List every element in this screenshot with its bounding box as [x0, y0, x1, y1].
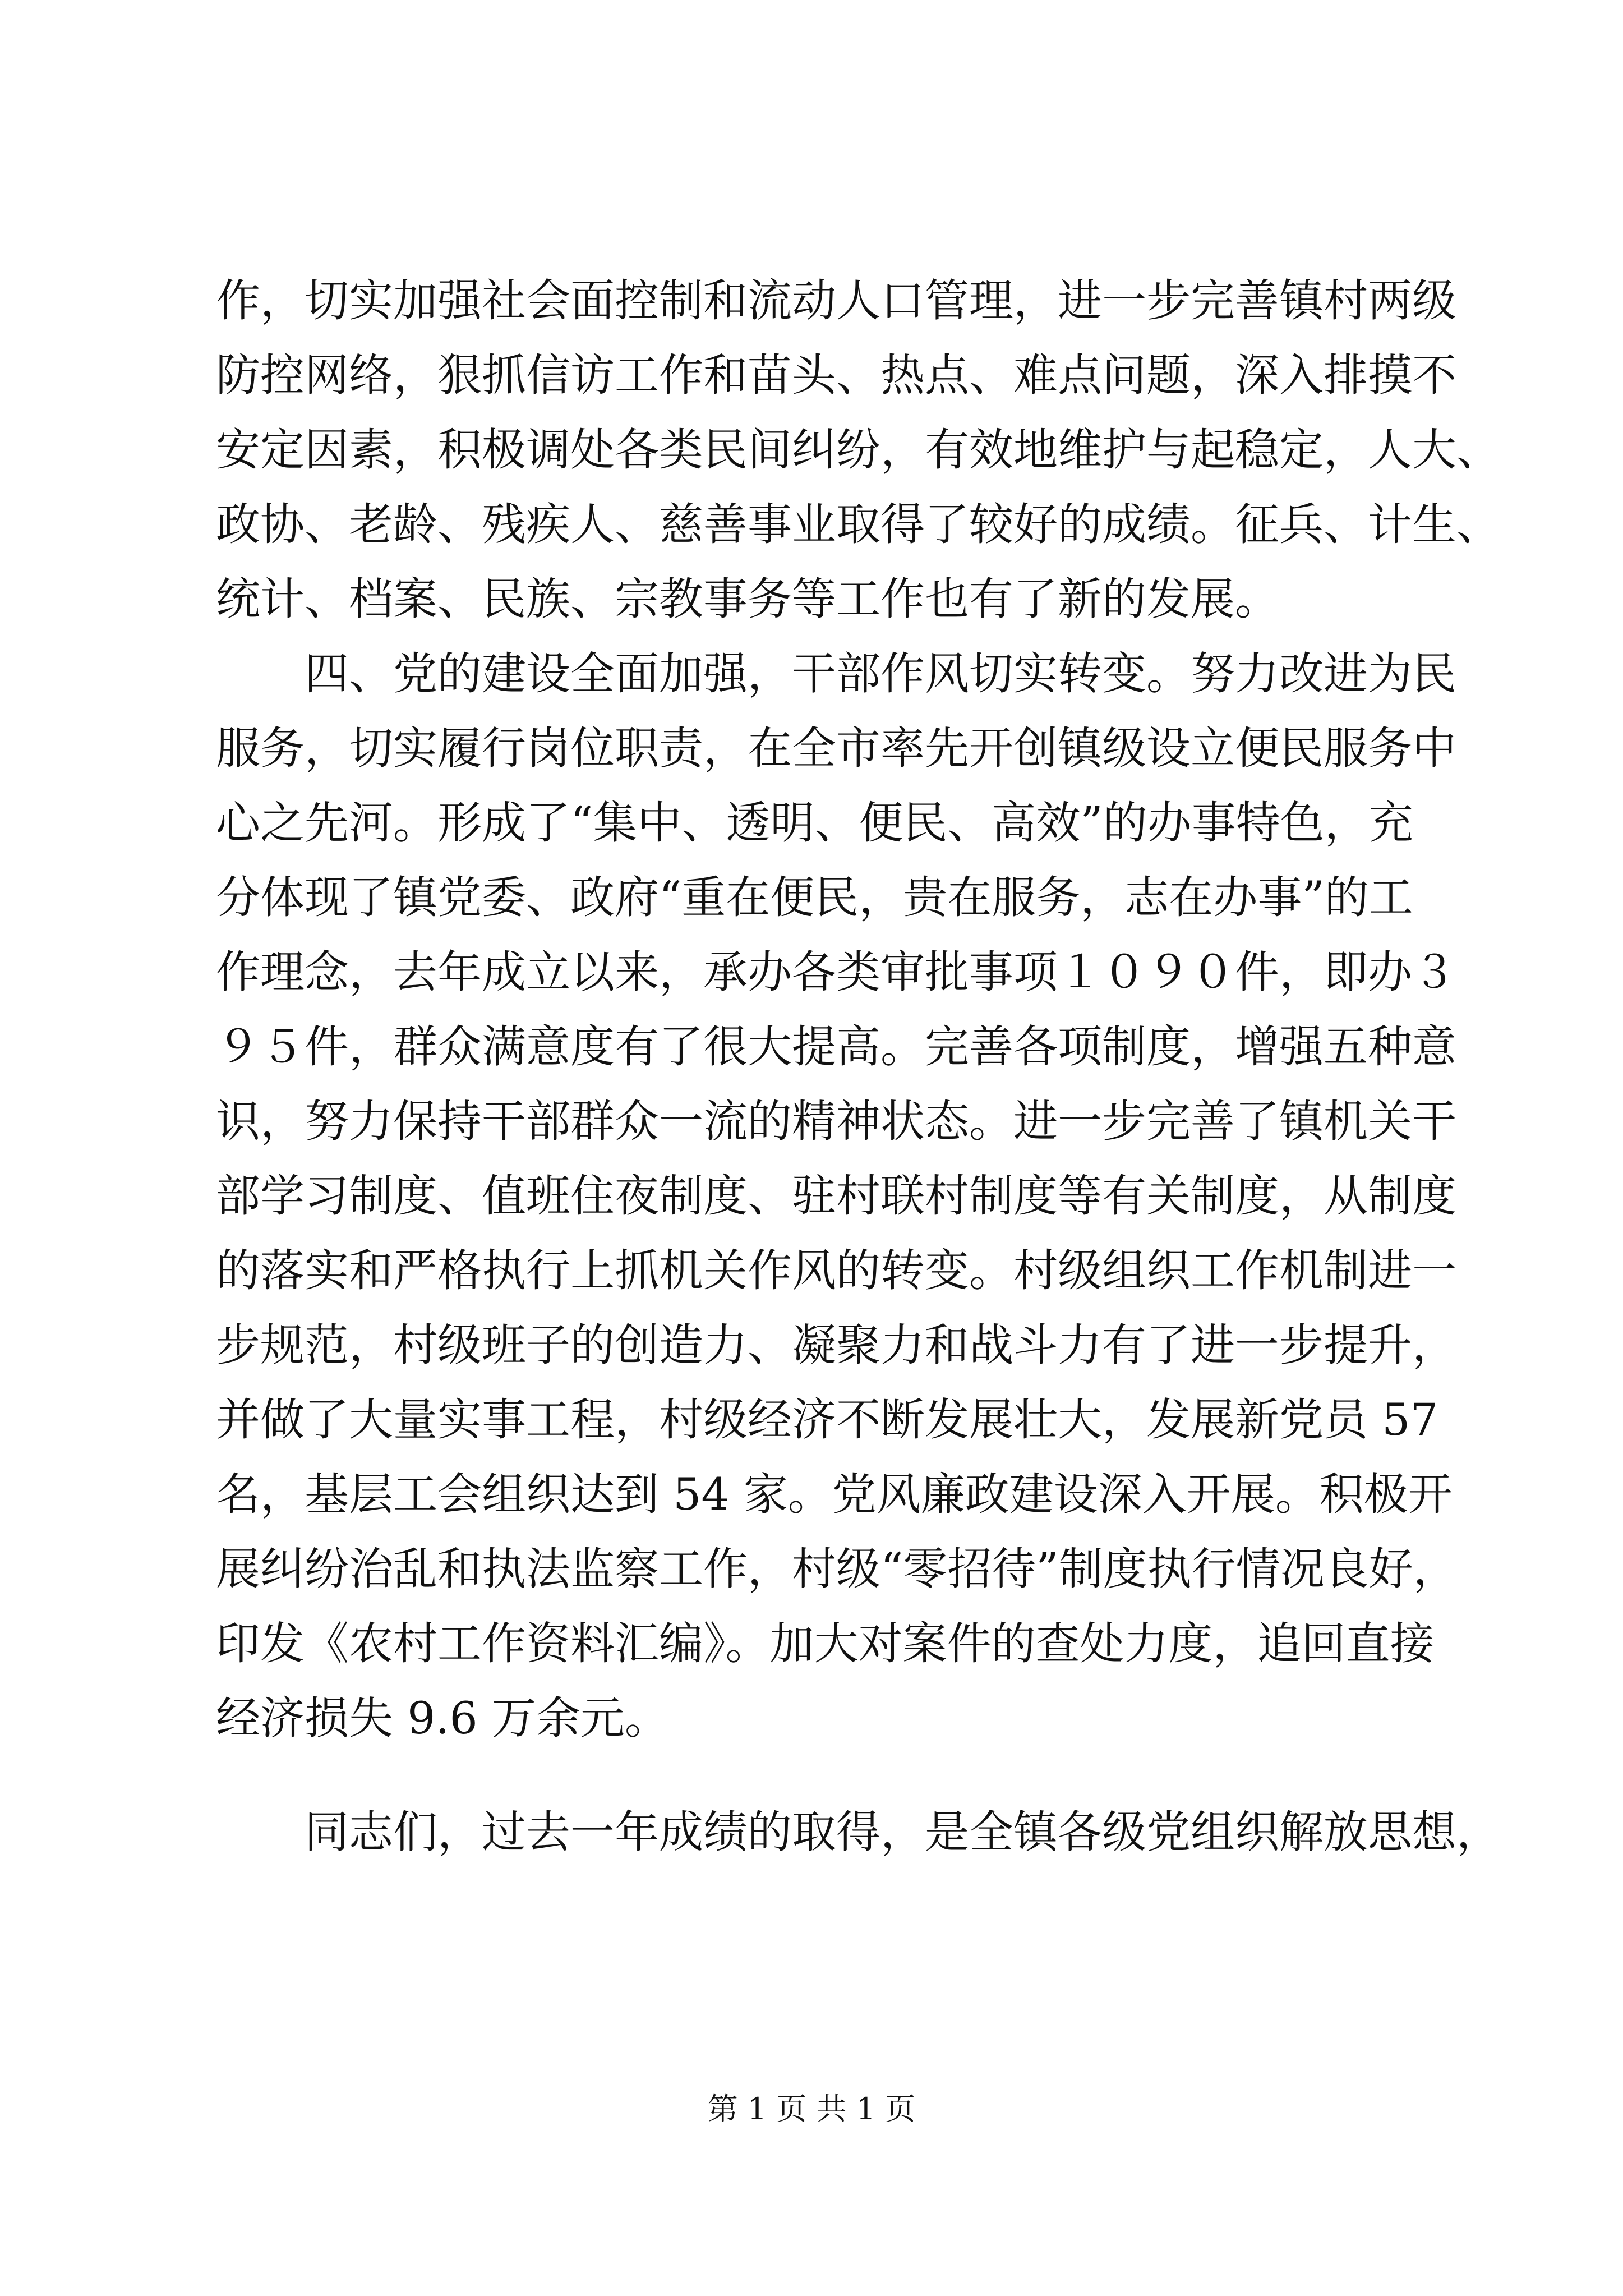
text-line: 分体现了镇党委、政府“重在便民，贵在服务，志在办事”的工: [216, 872, 1413, 923]
document-body: [216, 264, 1501, 1870]
text-line: 展纠纷治乱和执法监察工作，村级“零招待”制度执行情况良好，: [216, 1543, 1458, 1595]
text-line: 步规范，村级班子的创造力、凝聚力和战斗力有了进一步提升，: [216, 1319, 1456, 1371]
text-line: 作，切实加强社会面控制和流动人口管理，进一步完善镇村两级: [216, 275, 1456, 326]
text-line: 防控网络，狠抓信访工作和苗头、热点、难点问题，深入排摸不: [216, 349, 1456, 401]
text-line: 经济损失 9.6 万余元。: [216, 1692, 669, 1744]
text-line: 部学习制度、值班住夜制度、驻村联村制度等有关制度，从制度: [216, 1170, 1456, 1222]
text-line: 识，努力保持干部群众一流的精神状态。进一步完善了镇机关干: [216, 1096, 1456, 1147]
text-line: 政协、老龄、残疾人、慈善事业取得了较好的成绩。征兵、计生、: [216, 499, 1501, 550]
text-line: 服务，切实履行岗位职责，在全市率先开创镇级设立便民服务中: [216, 723, 1456, 774]
text-line: 的落实和严格执行上抓机关作风的转变。村级组织工作机制进一: [216, 1245, 1456, 1296]
text-line: 四、党的建设全面加强，干部作风切实转变。努力改进为民: [216, 648, 1456, 700]
paragraph-gap: [216, 1756, 1410, 1795]
text-line: 安定因素，积极调处各类民间纠纷，有效地维护与起稳定，人大、: [216, 424, 1501, 476]
text-line: 作理念，去年成立以来，承办各类审批事项１０９０件，即办３: [216, 946, 1456, 998]
page-footer: 第 1 页 共 1 页: [707, 2091, 916, 2127]
text-line: 印发《农村工作资料汇编》。加大对案件的查处力度，追回直接: [216, 1618, 1435, 1669]
text-line: 并做了大量实事工程，村级经济不断发展壮大，发展新党员 57: [216, 1394, 1438, 1446]
text-line: 名，基层工会组织达到 54 家。党风廉政建设深入开展。积极开: [216, 1469, 1453, 1520]
closing-line: 同志们，过去一年成绩的取得，是全镇各级党组织解放思想，: [216, 1806, 1501, 1858]
text-line: ９５件，群众满意度有了很大提高。完善各项制度，增强五种意: [216, 1021, 1456, 1073]
text-line: 心之先河。形成了“集中、透明、便民、高效”的办事特色，充: [216, 797, 1413, 849]
text-line: 统计、档案、民族、宗教事务等工作也有了新的发展。: [216, 573, 1279, 625]
